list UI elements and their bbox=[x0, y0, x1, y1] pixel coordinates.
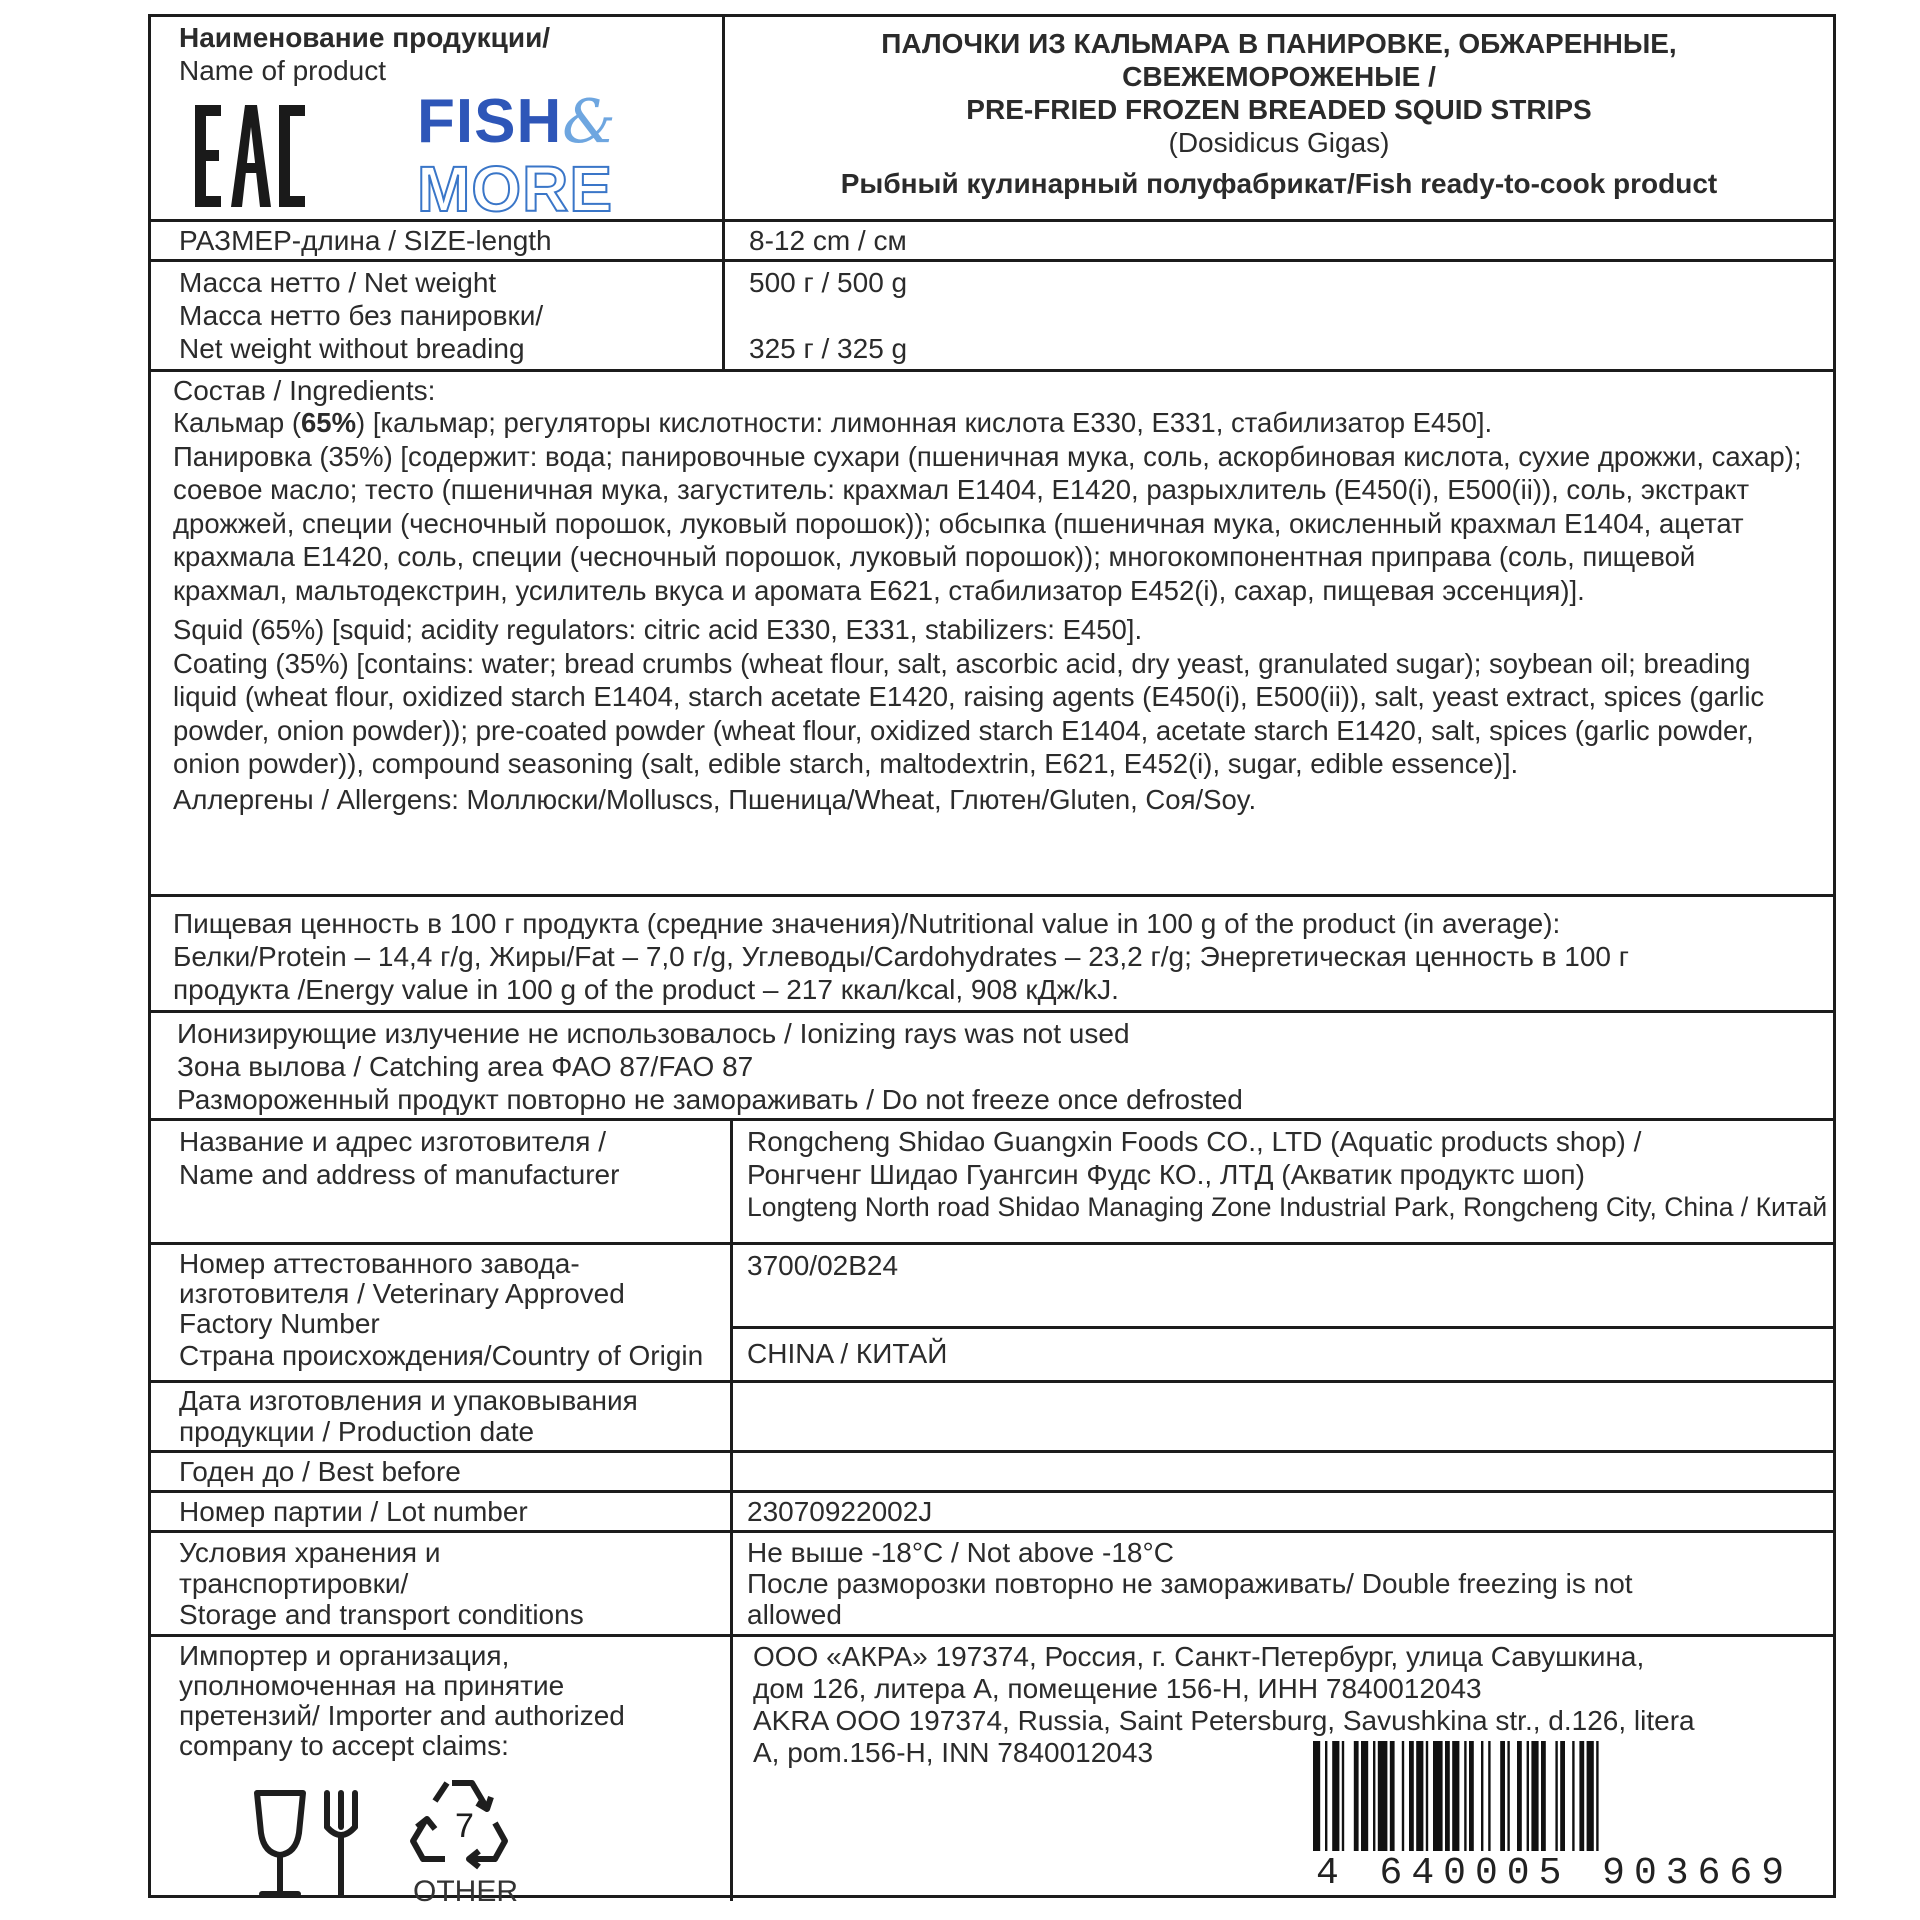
barcode-bar bbox=[1402, 1741, 1404, 1851]
barcode-bar bbox=[1587, 1741, 1594, 1851]
importer-value-cell bbox=[733, 1637, 1833, 1901]
product-name-label-cell bbox=[151, 17, 725, 225]
size-value: 8-12 cm / см bbox=[749, 225, 907, 256]
recycle-label: OTHER bbox=[413, 1875, 518, 1908]
recycle-number: 7 bbox=[455, 1807, 474, 1845]
factory-origin-row bbox=[151, 1245, 1833, 1383]
nutrition-block bbox=[151, 897, 1833, 1006]
barcode-bar bbox=[1527, 1741, 1529, 1851]
manufacturer-row bbox=[151, 1121, 1833, 1245]
factory-number-value: 3700/02B24 bbox=[747, 1250, 899, 1281]
best-before-value-cell bbox=[733, 1453, 1833, 1490]
importer-row bbox=[151, 1637, 1833, 1908]
lot-row bbox=[151, 1493, 1833, 1533]
barcode-bar bbox=[1378, 1741, 1388, 1851]
factory-value-cell bbox=[733, 1245, 1833, 1329]
ingredients-ru-squid-pct: 65% bbox=[300, 407, 357, 438]
barcode-bar bbox=[1560, 1741, 1565, 1851]
storage-label-cell bbox=[151, 1533, 733, 1634]
barcode-number: 4 640005 903669 bbox=[1315, 1852, 1793, 1895]
size-value-cell bbox=[725, 222, 1833, 259]
barcode-bar bbox=[1426, 1741, 1428, 1851]
barcode-bar bbox=[1332, 1741, 1339, 1851]
origin-value-cell bbox=[733, 1329, 1833, 1380]
barcode-bar bbox=[1452, 1741, 1459, 1851]
nutrition-line-2: Белки/Protein – 14,4 г/g, Жиры/Fat – 7,0 г/g, Углеводы/Cardohydrates – 23,2 г/g; Энергетическая ценность в 100 г bbox=[173, 941, 1629, 972]
title-ru-1: ПАЛОЧКИ ИЗ КАЛЬМАРА В ПАНИРОВКЕ, ОБЖАРЕННЫЕ, bbox=[881, 28, 1677, 59]
info-row bbox=[151, 1013, 1833, 1121]
fish-and-more-logo bbox=[417, 87, 627, 225]
barcode-bar bbox=[1531, 1741, 1538, 1851]
storage-value-1: Не выше -18°С / Not above -18°С bbox=[747, 1537, 1174, 1568]
barcode-bar bbox=[1541, 1741, 1546, 1851]
nutrition-row bbox=[151, 897, 1833, 1013]
barcode-bar bbox=[1313, 1741, 1320, 1851]
barcode-bar bbox=[1507, 1741, 1509, 1851]
production-date-label-cell bbox=[151, 1383, 733, 1450]
barcode-bar bbox=[1361, 1741, 1368, 1851]
storage-label-3: Storage and transport conditions bbox=[179, 1599, 584, 1630]
brand-line1: FISH bbox=[417, 87, 563, 156]
brand-line2: MORE bbox=[417, 153, 613, 225]
barcode-bar bbox=[1464, 1741, 1466, 1851]
lot-value: 23070922002J bbox=[747, 1496, 933, 1527]
barcode-bar bbox=[1488, 1741, 1490, 1851]
net-weight-label: Масса нетто / Net weight bbox=[179, 267, 497, 298]
weight-label-cell bbox=[151, 262, 725, 369]
manufacturer-label-2: Name and address of manufacturer bbox=[179, 1159, 620, 1190]
net-weight-no-breading-label-1: Масса нетто без панировки/ bbox=[179, 300, 544, 331]
ionizing-info: Ионизирующие излучение не использовалось / Ionizing rays was not used bbox=[177, 1018, 1130, 1049]
recycle-icon bbox=[407, 1775, 517, 1880]
barcode-bar bbox=[1555, 1741, 1557, 1851]
best-before-label-cell bbox=[151, 1453, 733, 1490]
best-before-label: Годен до / Best before bbox=[179, 1456, 461, 1487]
barcode-bar bbox=[1390, 1741, 1395, 1851]
manufacturer-value-2: Ронгченг Шидао Гуангсин Фудс КО., ЛТД (Акватик продуктс шоп) bbox=[747, 1159, 1585, 1190]
lot-value-cell bbox=[733, 1493, 1833, 1530]
barcode-bar bbox=[1596, 1741, 1598, 1851]
barcode bbox=[1313, 1741, 1785, 1851]
storage-value-2: После разморозки повторно не замораживать/ Double freezing is not bbox=[747, 1568, 1633, 1599]
title-en: PRE-FRIED FROZEN BREADED SQUID STRIPS bbox=[966, 94, 1592, 125]
storage-row bbox=[151, 1533, 1833, 1637]
nutrition-line-1: Пищевая ценность в 100 г продукта (средние значения)/Nutritional value in 100 g of the product (in average): bbox=[173, 908, 1561, 939]
ingredients-ru-coating: Панировка (35%) [содержит: вода; панировочные сухари (пшеничная мука, соль, аскорбиновая кислота, сухие дрожжи, сахар); соевое масло; тесто (пшеничная мука, загуститель: крахмал Е1404, Е1420, разрыхлитель (Е450(i), Е500(ii)), соль, экстракт дрожжей, специи (чесночный порошок, луковый порошок)); обсыпка (пшеничная мука, окисленный крахмал Е1404, ацетат крахмала Е1420, соль, специи (чесночный порошок, луковый порошок)); многокомпонентная приправа (соль, пищевой крахмал, мальтодекстрин, усилитель вкуса и аромата Е621, стабилизатор Е452(i), сахар, пищевая эссенция)]. bbox=[173, 440, 1802, 606]
storage-value-3: allowed bbox=[747, 1599, 842, 1630]
manufacturer-value-3: Longteng North road Shidao Managing Zone Industrial Park, Rongcheng City, China / Китай bbox=[747, 1192, 1828, 1222]
barcode-bar bbox=[1325, 1741, 1327, 1851]
weight-row bbox=[151, 262, 1833, 372]
ingredients-row bbox=[151, 372, 1833, 897]
importer-label-4: company to accept claims: bbox=[179, 1730, 509, 1761]
production-date-value-cell bbox=[733, 1383, 1833, 1450]
product-category: Рыбный кулинарный полуфабрикат/Fish ready-to-cook product bbox=[840, 168, 1718, 199]
info-block bbox=[151, 1013, 1833, 1116]
nutrition-line-3: продукта /Energy value in 100 g of the product – 217 ккал/kcal, 908 кДж/kJ. bbox=[173, 974, 1119, 1005]
ingredients-ru-squid-post: ) [кальмар; регуляторы кислотности: лимонная кислота Е330, Е331, стабилизатор Е450]. bbox=[356, 407, 1493, 438]
ingredients-en-coating: Coating (35%) [contains: water; bread crumbs (wheat flour, salt, ascorbic acid, dry yeast, granulated sugar); soybean oil; breading liquid (wheat flour, oxidized starch E1404, starch acetate E1420, raising agents (E450(i), E500(ii)), salt, yeast extract, spices (garlic powder, onion powder)); pre-coated powder (wheat flour, oxidized starch E1404, acetate starch E1420, salt, spices (garlic powder, onion powder)), compound seasoning (salt, edible starch, maltodextrin, E621, E452(i), sugar, edible essence)]. bbox=[173, 647, 1765, 779]
name-label-ru: Наименование продукции/ bbox=[179, 22, 551, 53]
title-ru-2: СВЕЖЕМОРОЖЕНЫЕ / bbox=[1122, 61, 1436, 92]
barcode-bar bbox=[1469, 1741, 1474, 1851]
barcode-bar bbox=[1416, 1741, 1423, 1851]
size-label-cell bbox=[151, 222, 725, 259]
storage-value-cell bbox=[733, 1533, 1833, 1634]
production-date-label-2: продукции / Production date bbox=[179, 1416, 535, 1447]
ingredients-heading: Состав / Ingredients: bbox=[173, 375, 436, 406]
barcode-bar bbox=[1500, 1741, 1505, 1851]
factory-label-2: изготовителя / Veterinary Approved bbox=[179, 1278, 625, 1309]
ingredients-en-squid: Squid (65%) [squid; acidity regulators: citric acid E330, E331, stabilizers: E450]. bbox=[173, 614, 1143, 645]
weight-value-cell bbox=[725, 262, 1833, 369]
manufacturer-label-1: Название и адрес изготовителя / bbox=[179, 1126, 606, 1157]
importer-label-cell bbox=[151, 1637, 733, 1908]
allergens: Аллергены / Allergens: Моллюски/Molluscs, Пшеница/Wheat, Глютен/Gluten, Соя/Soy. bbox=[173, 783, 1257, 815]
brand-amp: & bbox=[562, 87, 616, 157]
net-weight-no-breading-label-2: Net weight without breading bbox=[179, 333, 525, 364]
barcode-bar bbox=[1354, 1741, 1359, 1851]
barcode-bar bbox=[1572, 1741, 1574, 1851]
importer-label-2: уполномоченная на принятие bbox=[179, 1670, 565, 1701]
catching-area: Зона вылова / Catching area ФАО 87/FAO 87 bbox=[177, 1051, 754, 1082]
ingredients-ru-squid-pre: Кальмар ( bbox=[173, 407, 301, 438]
manufacturer-value-cell bbox=[733, 1121, 1833, 1242]
barcode-bar bbox=[1445, 1741, 1450, 1851]
product-name-row bbox=[151, 17, 1833, 225]
importer-label-3: претензий/ Importer and authorized bbox=[179, 1700, 625, 1731]
ingredients-ru-squid bbox=[173, 406, 1813, 440]
barcode-bar bbox=[1517, 1741, 1522, 1851]
origin-label: Страна происхождения/Country of Origin bbox=[179, 1340, 704, 1371]
barcode-bar bbox=[1342, 1741, 1344, 1851]
importer-value-4: A, pom.156-H, INN 7840012043 bbox=[753, 1737, 1154, 1768]
food-safe-icon bbox=[251, 1787, 371, 1907]
importer-value-3: AKRA OOO 197374, Russia, Saint Petersburg, Savushkina str., d.126, litera bbox=[753, 1705, 1695, 1736]
net-weight-value: 500 г / 500 g bbox=[749, 267, 908, 298]
ingredients-block bbox=[151, 372, 1833, 816]
product-label bbox=[148, 14, 1836, 1908]
factory-label-1: Номер аттестованного завода- bbox=[179, 1248, 580, 1279]
barcode-bar bbox=[1579, 1741, 1584, 1851]
storage-label-1: Условия хранения и bbox=[179, 1537, 441, 1568]
barcode-bar bbox=[1409, 1741, 1414, 1851]
factory-label-3: Factory Number bbox=[179, 1308, 380, 1339]
size-label: РАЗМЕР-длина / SIZE-length bbox=[179, 225, 552, 256]
size-row bbox=[151, 222, 1833, 262]
eac-logo bbox=[195, 105, 305, 212]
lot-label: Номер партии / Lot number bbox=[179, 1496, 528, 1527]
name-label-en: Name of product bbox=[179, 55, 386, 86]
manufacturer-label-cell bbox=[151, 1121, 733, 1242]
storage-label-2: транспортировки/ bbox=[179, 1568, 409, 1599]
importer-value-1: ООО «АКРА» 197374, Россия, г. Санкт-Петербург, улица Савушкина, bbox=[753, 1641, 1645, 1672]
defrost-warning: Размороженный продукт повторно не замораживать / Do not freeze once defrosted bbox=[177, 1084, 1243, 1115]
manufacturer-value-1: Rongcheng Shidao Guangxin Foods CO., LTD (Aquatic products shop) / bbox=[747, 1126, 1642, 1157]
lot-label-cell bbox=[151, 1493, 733, 1530]
net-weight-no-breading-value: 325 г / 325 g bbox=[749, 333, 908, 364]
factory-origin-label-cell bbox=[151, 1245, 733, 1380]
best-before-row bbox=[151, 1453, 1833, 1493]
barcode-bar bbox=[1481, 1741, 1483, 1851]
origin-value: CHINA / КИТАЙ bbox=[747, 1338, 948, 1369]
barcode-bar bbox=[1373, 1741, 1375, 1851]
product-name-value-cell bbox=[725, 17, 1833, 219]
production-date-row bbox=[151, 1383, 1833, 1453]
production-date-label-1: Дата изготовления и упаковывания bbox=[179, 1385, 638, 1416]
species: (Dosidicus Gigas) bbox=[1168, 127, 1390, 158]
barcode-bar bbox=[1433, 1741, 1443, 1851]
importer-value-2: дом 126, литера А, помещение 156-Н, ИНН 7840012043 bbox=[753, 1673, 1482, 1704]
importer-label-1: Импортер и организация, bbox=[179, 1640, 510, 1671]
